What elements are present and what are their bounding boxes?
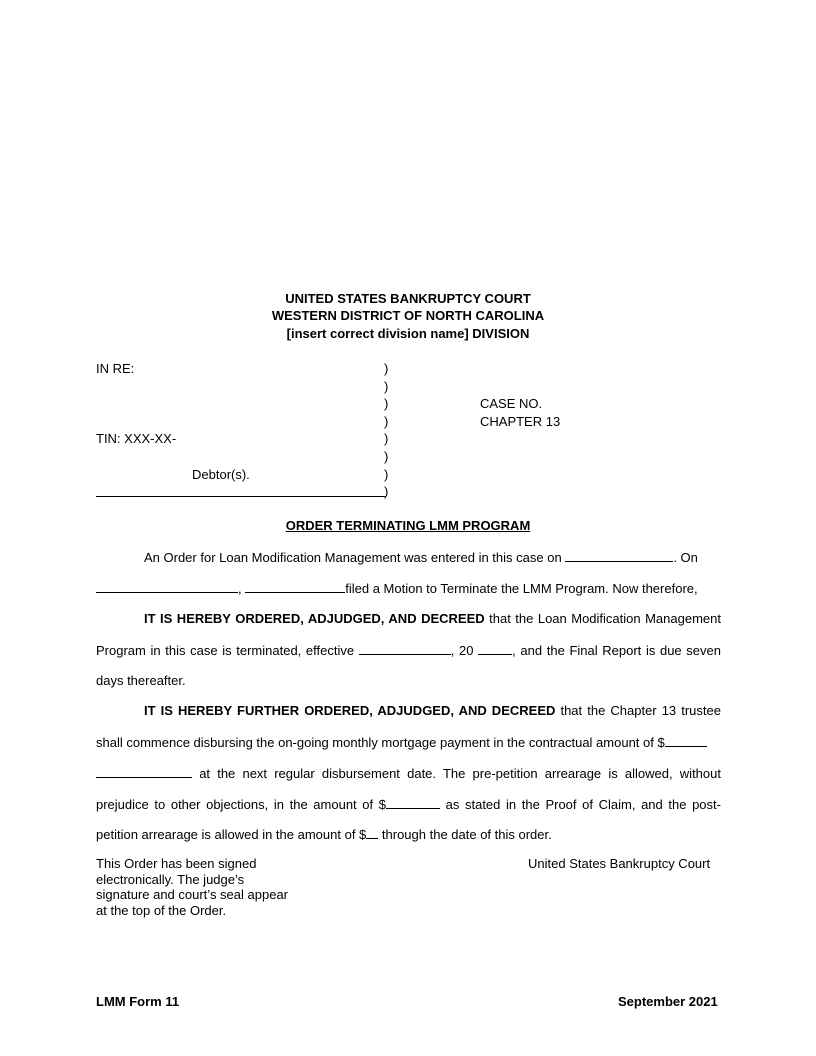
body-line: prejudice to other objections, in the amount of $ as stated in the Proof of Claim, and the post- (96, 797, 721, 812)
electronic-signature-note: This Order has been signed electronically. The judge’s signature and court’s seal appear at the top of the Order. (96, 856, 288, 918)
body-line: , filed a Motion to Terminate the LMM Program. Now therefore, (96, 580, 721, 596)
order-title: ORDER TERMINATING LMM PROGRAM (285, 518, 531, 533)
caption-rule (96, 496, 386, 497)
in-re-label: IN RE: (96, 361, 135, 376)
body-line: at the next regular disbursement date. The pre-petition arrearage is allowed, without (96, 765, 721, 781)
tin-label: TIN: XXX-XX- (96, 431, 177, 446)
caption-paren: ) (384, 414, 389, 429)
body-line: Program in this case is terminated, effective , 20 , and the Final Report is due seven (96, 643, 721, 658)
caption-paren: ) (384, 431, 389, 446)
form-date: September 2021 (618, 994, 718, 1009)
caption-paren: ) (384, 379, 389, 394)
blank-field (96, 765, 192, 778)
case-number-label: CASE NO. (480, 396, 543, 411)
caption-paren: ) (384, 467, 389, 482)
chapter-label: CHAPTER 13 (480, 414, 561, 429)
debtor-label: Debtor(s). (192, 467, 250, 482)
blank-field (478, 642, 512, 655)
body-line: petition arrearage is allowed in the amount of $ through the date of this order. (96, 827, 552, 842)
blank-field (96, 580, 238, 593)
body-line: An Order for Loan Modification Management was entered in this case on . On (144, 550, 698, 565)
caption-paren: ) (384, 484, 389, 499)
caption-paren: ) (384, 396, 389, 411)
blank-field (245, 580, 345, 593)
body-line: shall commence disbursing the on-going monthly mortgage payment in the contractual amount of $ (96, 734, 721, 750)
blank-field (565, 549, 673, 562)
body-line: IT IS HEREBY ORDERED, ADJUDGED, AND DECREED that the Loan Modification Management (144, 611, 721, 626)
blank-field (359, 642, 451, 655)
blank-field (386, 796, 440, 809)
blank-field (366, 826, 378, 839)
court-name: UNITED STATES BANKRUPTCY COURT (285, 291, 531, 306)
court-signature-label: United States Bankruptcy Court (528, 856, 711, 871)
form-number: LMM Form 11 (96, 994, 180, 1009)
body-line: days thereafter. (96, 673, 186, 688)
caption-paren: ) (384, 361, 389, 376)
blank-field (665, 734, 707, 747)
district-name: WESTERN DISTRICT OF NORTH CAROLINA (271, 308, 545, 323)
caption-paren: ) (384, 449, 389, 464)
body-line: IT IS HEREBY FURTHER ORDERED, ADJUDGED, AND DECREED that the Chapter 13 trustee (144, 703, 721, 718)
division-name: [insert correct division name] DIVISION (286, 326, 530, 341)
